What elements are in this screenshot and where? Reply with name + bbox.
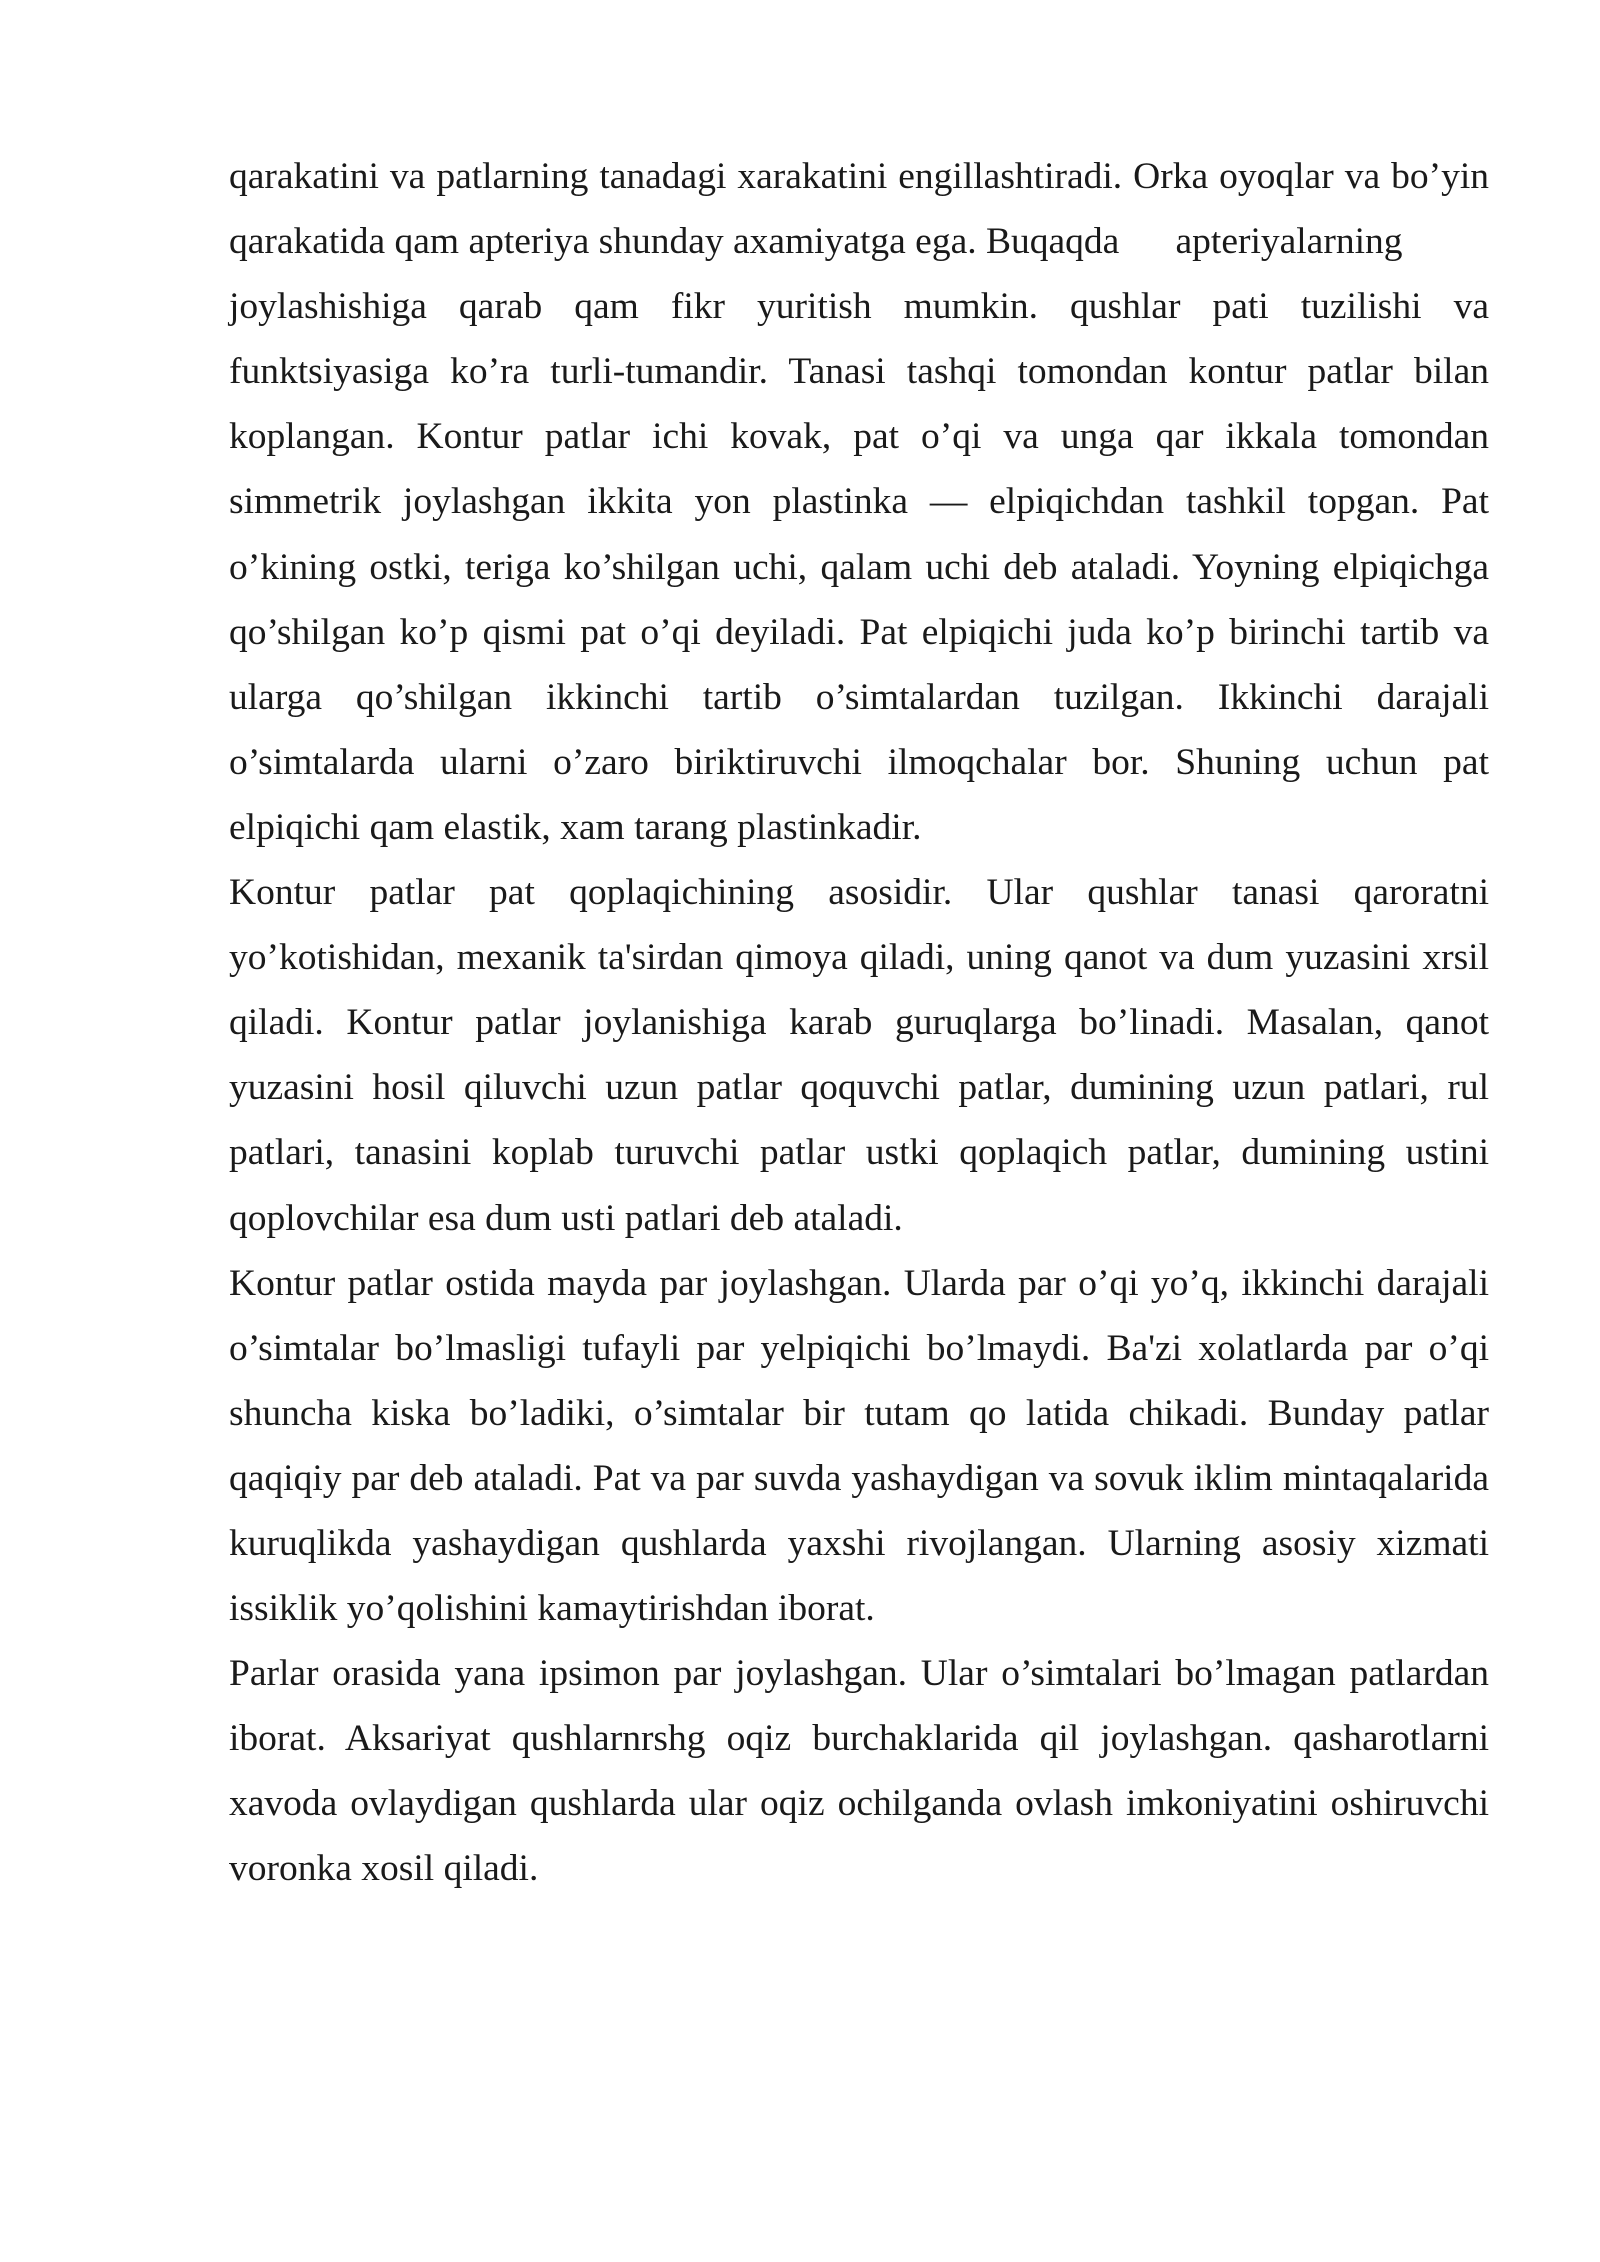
text-line: koplangan. Kontur patlar ichi kovak, pat o’qi va unga qar ikkala tomondan [229, 416, 1489, 458]
text-line: qarakatini va patlarning tanadagi xarakatini engillashtiradi. Orka oyoqlar va bo’yin [229, 156, 1489, 197]
text-line: shuncha kiska bo’ladiki, o’simtalar bir tutam qo latida chikadi. Bunday patlar [229, 1392, 1489, 1434]
text-line: simmetrik joylashgan ikkita yon plastinka — elpiqichdan tashkil topgan. Pat [229, 481, 1489, 523]
text-line: iborat. Aksariyat qushlarnrshg oqiz burchaklarida qil joylashgan. qasharotlarni [229, 1718, 1489, 1760]
paragraph-1 [229, 144, 1489, 860]
text-line: Parlar orasida yana ipsimon par joylashgan. Ular o’simtalari bo’lmagan patlardan [229, 1653, 1489, 1695]
text-line: xavoda ovlaydigan qushlarda ular oqiz ochilganda ovlash imkoniyatini oshiruvchi [229, 1783, 1489, 1825]
text-line: o’simtalar bo’lmasligi tufayli par yelpiqichi bo’lmaydi. Ba'zi xolatlarda par o’qi [229, 1327, 1489, 1369]
text-line: patlari, tanasini koplab turuvchi patlar ustki qoplaqich patlar, dumining ustini [229, 1132, 1489, 1174]
text-line: elpiqichi qam elastik, xam tarang plastinkadir. [229, 806, 922, 848]
text-line: ularga qo’shilgan ikkinchi tartib o’simtalardan tuzilgan. Ikkinchi darajali [229, 676, 1489, 718]
text-line: issiklik yo’qolishini kamaytirishdan iborat. [229, 1588, 875, 1630]
paragraph-2 [229, 860, 1489, 1251]
paragraph-3 [229, 1251, 1489, 1642]
text-line: o’kining ostki, teriga ko’shilgan uchi, qalam uchi deb ataladi. Yoyning elpiqichga [229, 546, 1489, 588]
text-line: kuruqlikda yashaydigan qushlarda yaxshi rivojlangan. Ularning asosiy xizmati [229, 1522, 1489, 1564]
text-line: qoplovchilar esa dum usti patlari deb ataladi. [229, 1197, 903, 1239]
paragraph-4 [229, 1641, 1489, 1901]
text-line: funktsiyasiga ko’ra turli-tumandir. Tanasi tashqi tomondan kontur patlar bilan [229, 351, 1489, 393]
text-line: Kontur patlar ostida mayda par joylashgan. Ularda par o’qi yo’q, ikkinchi darajali [229, 1262, 1489, 1304]
text-line: Kontur patlar pat qoplaqichining asosidir. Ular qushlar tanasi qaroratni [229, 872, 1489, 914]
text-line: qo’shilgan ko’p qismi pat o’qi deyiladi. Pat elpiqichi juda ko’p birinchi tartib va [229, 611, 1489, 653]
text-line: yo’kotishidan, mexanik ta'sirdan qimoya qiladi, uning qanot va dum yuzasini xrsil [229, 937, 1489, 979]
text-line: voronka xosil qiladi. [229, 1848, 539, 1890]
text-line: o’simtalarda ularni o’zaro biriktiruvchi ilmoqchalar bor. Shuning uchun pat [229, 741, 1489, 783]
text-line: qarakatida qam apteriya shunday axamiyatga ega. Buqaqda apteriyalarning [229, 221, 1403, 263]
text-line: qiladi. Kontur patlar joylanishiga karab guruqlarga bo’linadi. Masalan, qanot [229, 1002, 1489, 1044]
text-line: yuzasini hosil qiluvchi uzun patlar qoquvchi patlar, dumining uzun patlari, rul [229, 1067, 1489, 1109]
text-line: qaqiqiy par deb ataladi. Pat va par suvda yashaydigan va sovuk iklim mintaqalarida [229, 1457, 1489, 1499]
document-body [229, 144, 1489, 1902]
text-line: joylashishiga qarab qam fikr yuritish mumkin. qushlar pati tuzilishi va [229, 286, 1489, 328]
